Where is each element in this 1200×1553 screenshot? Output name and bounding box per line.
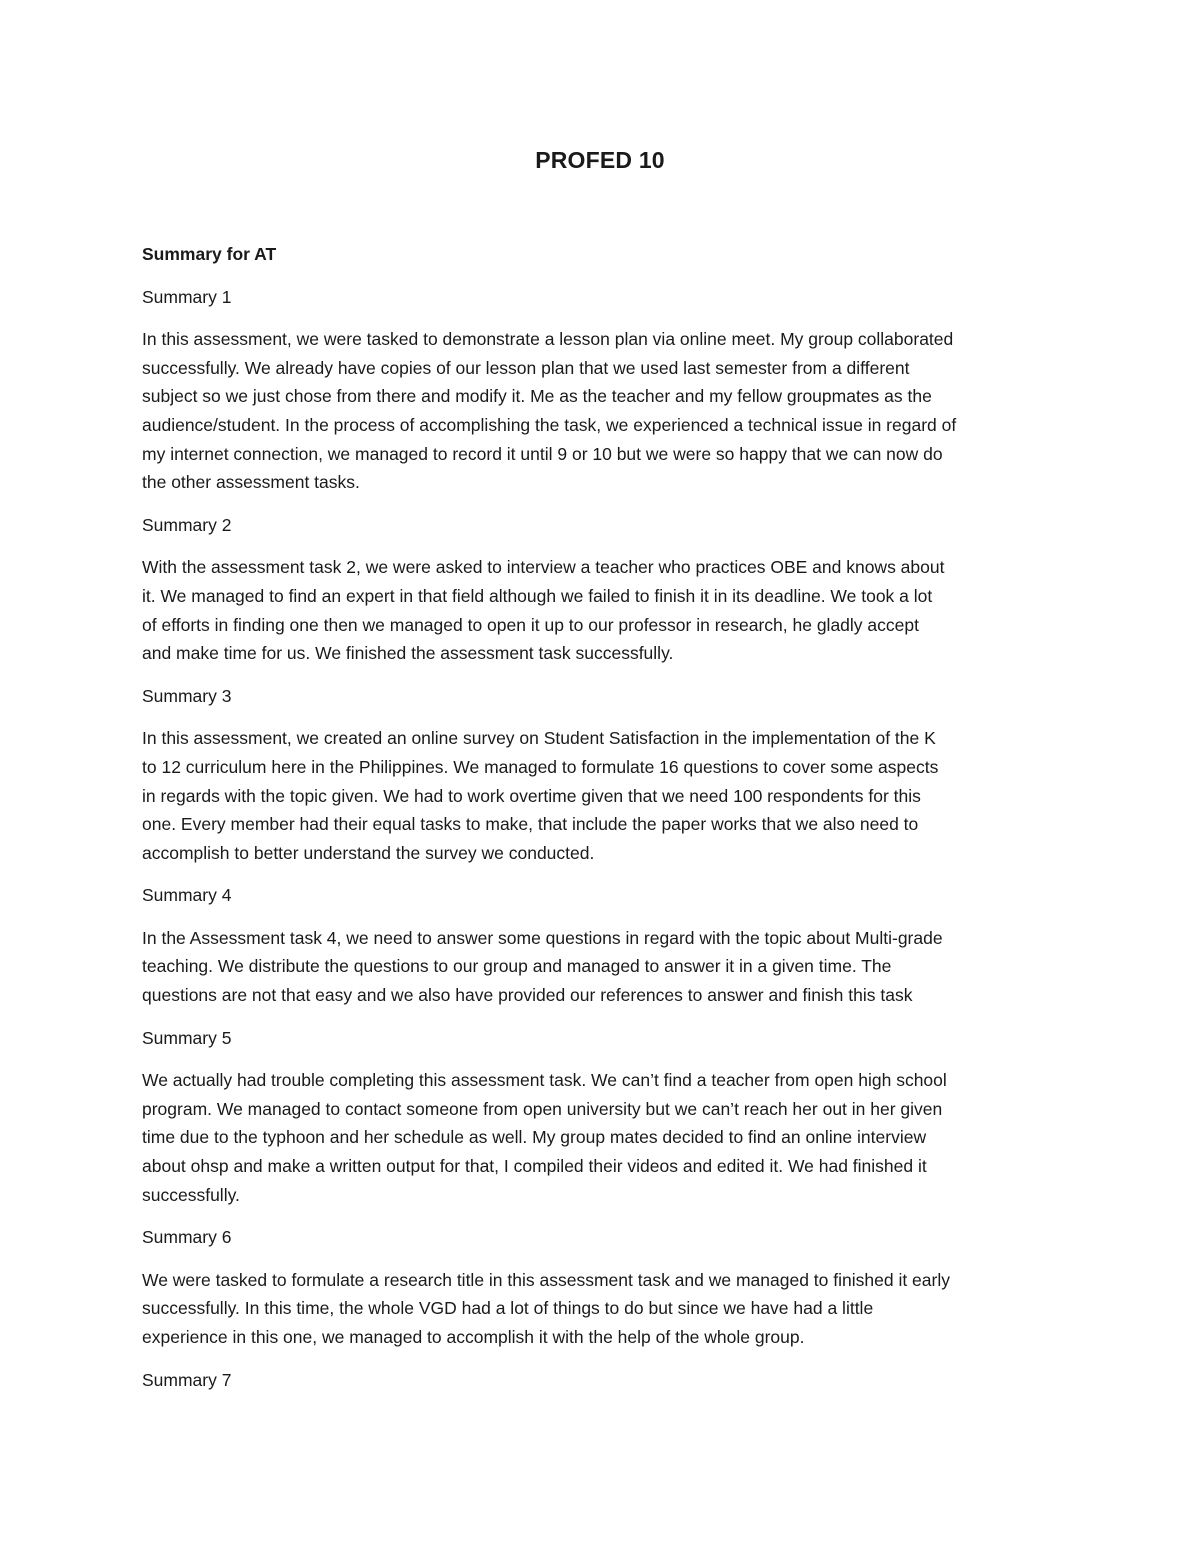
paragraph-line: my internet connection, we managed to record it until 9 or 10 but we were so happy that we can now do bbox=[142, 443, 943, 464]
summary-section bbox=[142, 511, 1072, 668]
section-heading: Summary 2 bbox=[142, 514, 232, 535]
section-paragraph bbox=[142, 1066, 1072, 1209]
paragraph-line: questions are not that easy and we also have provided our references to answer and finish this task bbox=[142, 985, 913, 1006]
page-title: PROFED 10 bbox=[535, 147, 665, 173]
paragraph-line: successfully. bbox=[142, 1184, 240, 1205]
summary-section bbox=[142, 881, 1072, 1009]
paragraph-line: experience in this one, we managed to accomplish it with the help of the whole group. bbox=[142, 1327, 805, 1347]
paragraph-line: audience/student. In the process of accomplishing the task, we experienced a technical issue in regard of bbox=[142, 414, 957, 435]
paragraph-line: time due to the typhoon and her schedule as well. My group mates decided to find an online interview bbox=[142, 1127, 927, 1148]
paragraph-line: one. Every member had their equal tasks to make, that include the paper works that we also need to bbox=[142, 814, 919, 835]
paragraph-line: We were tasked to formulate a research title in this assessment task and we managed to finished it early bbox=[142, 1269, 950, 1290]
paragraph-line: about ohsp and make a written output for that, I compiled their videos and edited it. We had finished it bbox=[142, 1156, 927, 1177]
document-body bbox=[142, 240, 1072, 1408]
section-heading: Summary 3 bbox=[142, 685, 232, 706]
section-paragraph bbox=[142, 325, 1072, 497]
document-subtitle: Summary for AT bbox=[142, 244, 277, 264]
paragraph-line: In this assessment, we created an online survey on Student Satisfaction in the implementation of the K bbox=[142, 728, 936, 749]
section-paragraph bbox=[142, 1266, 1072, 1352]
paragraph-line: program. We managed to contact someone from open university but we can’t reach her out in her given bbox=[142, 1098, 943, 1119]
section-paragraph bbox=[142, 553, 1072, 667]
summary-section bbox=[142, 1366, 1072, 1395]
summary-section bbox=[142, 1024, 1072, 1210]
paragraph-line: subject so we just chose from there and modify it. Me as the teacher and my fellow groupmates as the bbox=[142, 386, 932, 407]
paragraph-line: successfully. In this time, the whole VGD had a lot of things to do but since we have had a little bbox=[142, 1298, 874, 1319]
paragraph-line: successfully. We already have copies of our lesson plan that we used last semester from a different bbox=[142, 357, 910, 378]
section-heading: Summary 5 bbox=[142, 1027, 232, 1048]
section-heading: Summary 4 bbox=[142, 885, 232, 906]
paragraph-line: In the Assessment task 4, we need to answer some questions in regard with the topic about Multi-grade bbox=[142, 927, 943, 948]
paragraph-line: the other assessment tasks. bbox=[142, 472, 360, 493]
paragraph-line: and make time for us. We finished the assessment task successfully. bbox=[142, 643, 674, 664]
section-heading: Summary 6 bbox=[142, 1227, 232, 1248]
summary-section bbox=[142, 1223, 1072, 1351]
section-paragraph bbox=[142, 924, 1072, 1010]
paragraph-line: of efforts in finding one then we managed to open it up to our professor in research, he gladly accept bbox=[142, 614, 919, 635]
paragraph-line: With the assessment task 2, we were asked to interview a teacher who practices OBE and knows about bbox=[142, 557, 945, 578]
paragraph-line: We actually had trouble completing this assessment task. We can’t find a teacher from open high school bbox=[142, 1070, 947, 1091]
summary-section bbox=[142, 682, 1072, 868]
paragraph-line: in regards with the topic given. We had to work overtime given that we need 100 respondents for this bbox=[142, 785, 921, 806]
paragraph-line: it. We managed to find an expert in that field although we failed to finish it in its deadline. We took a lot bbox=[142, 585, 933, 606]
paragraph-line: accomplish to better understand the survey we conducted. bbox=[142, 842, 595, 863]
paragraph-line: to 12 curriculum here in the Philippines. We managed to formulate 16 questions to cover some aspects bbox=[142, 756, 939, 777]
section-heading: Summary 7 bbox=[142, 1369, 232, 1390]
paragraph-line: In this assessment, we were tasked to demonstrate a lesson plan via online meet. My group collaborated bbox=[142, 329, 954, 350]
section-paragraph bbox=[142, 724, 1072, 867]
summary-section bbox=[142, 283, 1072, 497]
section-heading: Summary 1 bbox=[142, 286, 232, 307]
paragraph-line: teaching. We distribute the questions to our group and managed to answer it in a given time. The bbox=[142, 956, 892, 977]
